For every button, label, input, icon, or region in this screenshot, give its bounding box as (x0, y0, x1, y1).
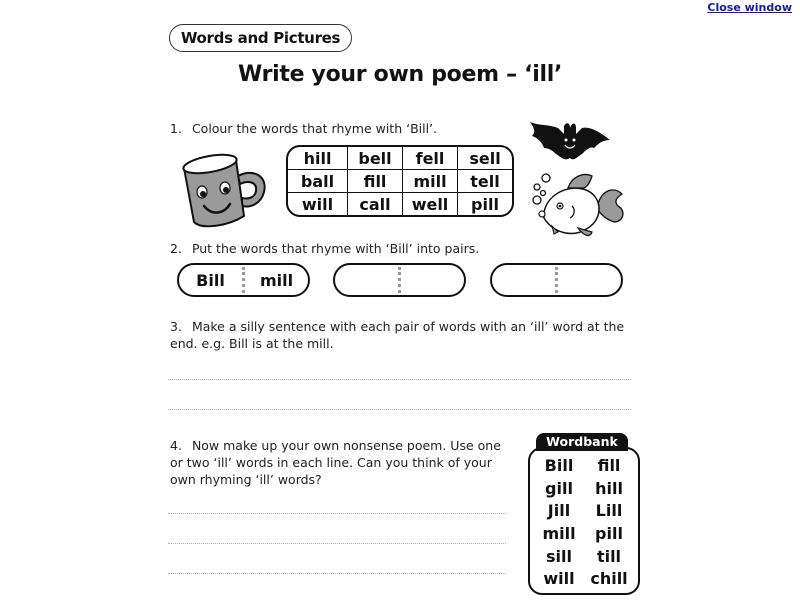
bat-icon (528, 118, 612, 164)
word-cell[interactable]: will (288, 193, 348, 215)
question-number: 1. (170, 121, 182, 136)
word-cell[interactable]: fill (348, 170, 403, 193)
word-cell[interactable]: call (348, 193, 403, 215)
question-3 (170, 318, 635, 352)
mug-icon (178, 150, 273, 230)
wordbank-word: mill (542, 523, 576, 543)
pair-box-1[interactable] (177, 263, 310, 297)
wordbank-word: pill (595, 523, 623, 543)
series-badge: Words and Pictures (169, 24, 352, 52)
word-cell[interactable]: mill (403, 170, 458, 193)
word-cell[interactable]: bell (348, 147, 403, 170)
wordbank-word: fill (597, 456, 621, 475)
pair-divider (398, 267, 401, 293)
word-cell[interactable]: well (403, 193, 458, 215)
question-number: 3. (170, 319, 182, 334)
word-cell[interactable]: pill (471, 194, 499, 214)
wordbank-word: till (596, 546, 622, 566)
poem-line[interactable] (168, 513, 506, 514)
rhyme-word-grid (286, 145, 514, 217)
word-cell[interactable]: sell (458, 147, 512, 170)
question-2 (170, 240, 479, 257)
word-cell[interactable]: ball (288, 170, 348, 193)
word-cell[interactable]: tell (458, 170, 512, 193)
question-4 (170, 437, 515, 488)
wordbank-word: sill (546, 546, 572, 566)
question-text: Put the words that rhyme with ‘Bill’ into pairs. (191, 241, 480, 256)
answer-line[interactable] (168, 379, 631, 380)
word-cell[interactable]: fell (403, 147, 458, 170)
pair-left: Bill (196, 270, 225, 290)
question-text: Now make up your own nonsense poem. Use one or two ‘ill’ words in each line. Can you think of your own rhyming ‘ill’ words? (170, 438, 501, 487)
fish-icon (528, 168, 628, 240)
question-number: 2. (170, 241, 182, 256)
poem-line[interactable] (168, 573, 506, 574)
wordbank-title: Wordbank (536, 433, 628, 451)
pair-divider (555, 267, 558, 293)
question-text: Colour the words that rhyme with ‘Bill’. (191, 121, 438, 136)
wordbank-word: Bill (544, 456, 574, 475)
question-1 (170, 120, 437, 137)
wordbank-word: will (543, 569, 575, 589)
wordbank-word: Lill (595, 501, 623, 521)
pair-right: mill (259, 270, 294, 290)
close-window-link[interactable]: Close window (707, 1, 792, 14)
pair-box-2[interactable] (333, 263, 466, 297)
wordbank-word: chill (590, 569, 628, 589)
poem-line[interactable] (168, 543, 506, 544)
wordbank (528, 447, 640, 595)
wordbank-word: Jill (547, 501, 571, 521)
question-text: Make a silly sentence with each pair of words with an ‘ill’ word at the end. e.g. Bill is at the mill. (170, 319, 625, 351)
page-title: Write your own poem – ‘ill’ (237, 62, 563, 87)
wordbank-word: hill (595, 478, 623, 498)
pair-box-3[interactable] (490, 263, 623, 297)
question-number: 4. (170, 438, 182, 453)
answer-line[interactable] (168, 409, 631, 410)
word-cell[interactable]: hill (288, 147, 348, 170)
wordbank-word: gill (545, 478, 573, 498)
